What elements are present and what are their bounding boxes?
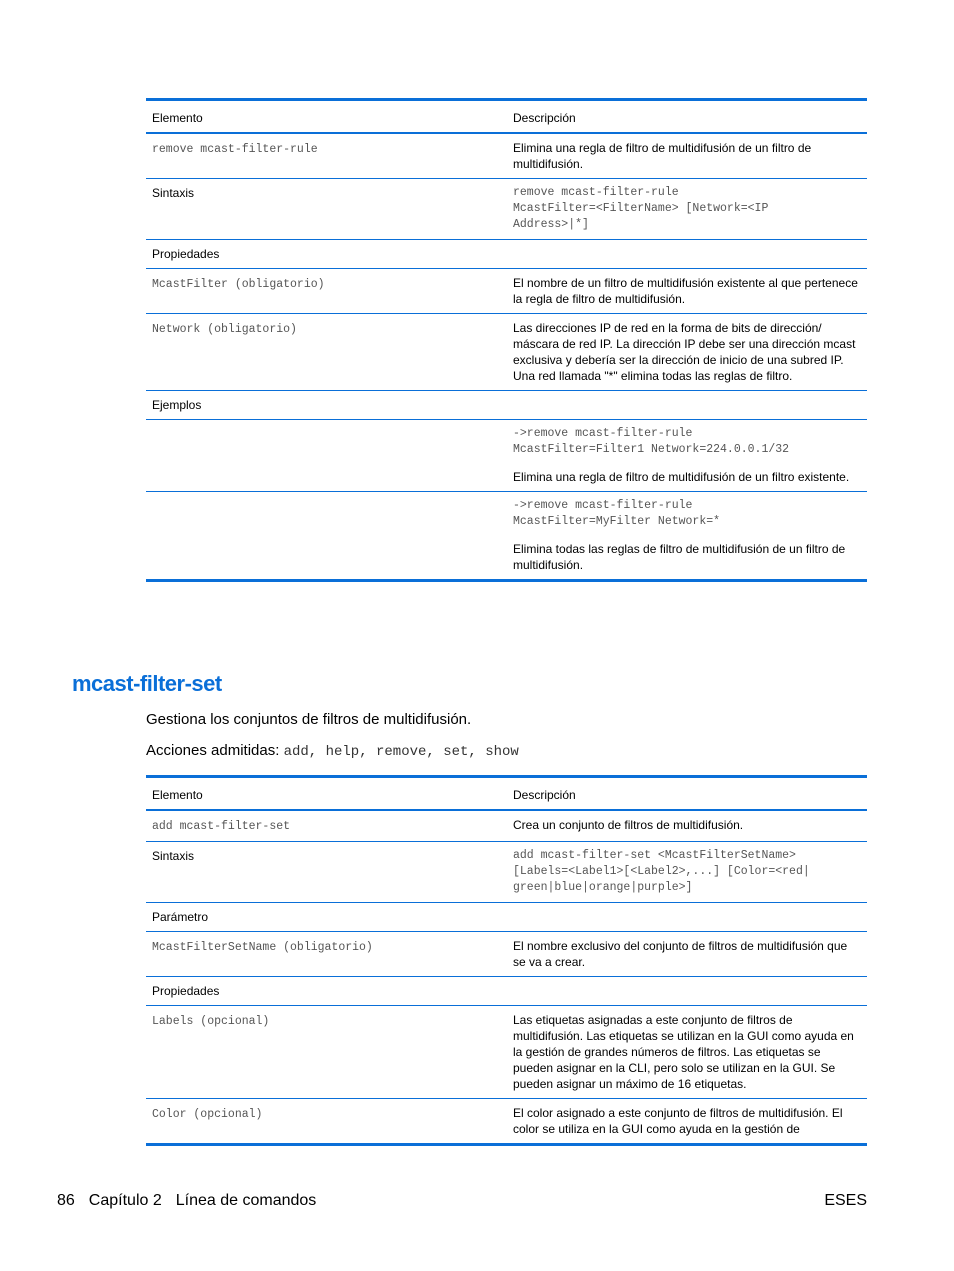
example-code: ->remove mcast-filter-rule McastFilter=Filter1 Network=224.0.0.1/32	[513, 427, 790, 456]
table-row	[146, 269, 867, 314]
row-description: El nombre exclusivo del conjunto de filtros de multidifusión que se va a crear.	[507, 932, 867, 977]
table-row	[146, 492, 867, 581]
row-label-syntax: Sintaxis	[146, 842, 507, 903]
rule-table	[146, 98, 867, 582]
property-name: Color (opcional)	[152, 1108, 263, 1121]
table-header-row	[146, 777, 867, 811]
table-header-row	[146, 100, 867, 134]
table-row	[146, 1006, 867, 1099]
property-name: Network (obligatorio)	[152, 323, 297, 336]
row-label-parameter: Parámetro	[146, 903, 507, 932]
table-row	[146, 420, 867, 492]
table-row	[146, 932, 867, 977]
property-name: Labels (opcional)	[152, 1015, 270, 1028]
table-row	[146, 240, 867, 269]
table-row	[146, 977, 867, 1006]
row-description: El color asignado a este conjunto de filtros de multidifusión. El color se utiliza en la GUI como ayuda en la gestión de	[513, 1106, 843, 1136]
example-code: ->remove mcast-filter-rule McastFilter=MyFilter Network=*	[513, 499, 721, 528]
row-description: Las etiquetas asignadas a este conjunto de filtros de multidifusión. Las etiquetas se utilizan en la GUI como ayuda en la gestión de grandes números de filtros. Las etiquetas se pueden asignar en la CLI, pero solo se utilizan en la GUI. Se pueden asignar un máximo de 16 etiquetas.	[507, 1006, 867, 1099]
command-name: add mcast-filter-set	[152, 820, 291, 833]
column-header-description: Descripción	[507, 777, 867, 811]
row-description: Crea un conjunto de filtros de multidifusión.	[507, 810, 867, 842]
actions-label: Acciones admitidas	[146, 742, 276, 759]
property-name: McastFilter (obligatorio)	[152, 278, 325, 291]
row-label-properties: Propiedades	[146, 977, 507, 1006]
row-label-properties: Propiedades	[146, 240, 507, 269]
syntax-code: remove mcast-filter-rule McastFilter=<FilterName> [Network=<IP Address>|*]	[513, 186, 769, 231]
table-row	[146, 179, 867, 240]
actions-separator: :	[275, 742, 284, 759]
example-description: Elimina una regla de filtro de multidifusión de un filtro existente.	[513, 470, 850, 484]
table-row	[146, 1099, 867, 1145]
command-name: remove mcast-filter-rule	[152, 143, 318, 156]
parameter-name: McastFilterSetName (obligatorio)	[152, 941, 373, 954]
section-title: mcast-filter-set	[72, 671, 222, 696]
column-header-element: Elemento	[146, 777, 507, 811]
column-header-description: Descripción	[507, 100, 867, 134]
row-description: Las direcciones IP de red en la forma de bits de dirección/ máscara de red IP. La dirección IP debe ser una dirección mcast exclusiva y debería ser la dirección de inicio de una subred IP. Una red llamada "*" elimina todas las reglas de filtro.	[507, 314, 867, 391]
row-label-examples: Ejemplos	[146, 391, 507, 420]
actions-list: add, help, remove, set, show	[283, 744, 519, 760]
table-row	[146, 314, 867, 391]
chapter-label: Capítulo 2	[88, 1192, 162, 1209]
row-description: Elimina una regla de filtro de multidifusión de un filtro de multidifusión.	[507, 133, 867, 179]
locale-code: ESES	[824, 1192, 867, 1209]
row-label-syntax: Sintaxis	[146, 179, 507, 240]
syntax-code: add mcast-filter-set <McastFilterSetName> [Labels=<Label1>[<Label2>,...] [Color=<red| green|blue|orange|purple>]	[513, 849, 810, 894]
table-row	[146, 903, 867, 932]
page-footer	[57, 1192, 330, 1210]
table-row	[146, 391, 867, 420]
example-description: Elimina todas las reglas de filtro de multidifusión de un filtro de multidifusión.	[513, 542, 846, 572]
row-description: El nombre de un filtro de multidifusión existente al que pertenece la regla de filtro de multidifusión.	[507, 269, 867, 314]
supported-actions	[146, 742, 519, 760]
table-row	[146, 810, 867, 842]
section-intro: Gestiona los conjuntos de filtros de multidifusión.	[146, 711, 472, 728]
table-row	[146, 133, 867, 179]
set-table	[146, 775, 867, 1146]
chapter-title: Línea de comandos	[175, 1192, 317, 1209]
column-header-element: Elemento	[146, 100, 507, 134]
table-row	[146, 842, 867, 903]
page-number: 86	[57, 1192, 75, 1209]
